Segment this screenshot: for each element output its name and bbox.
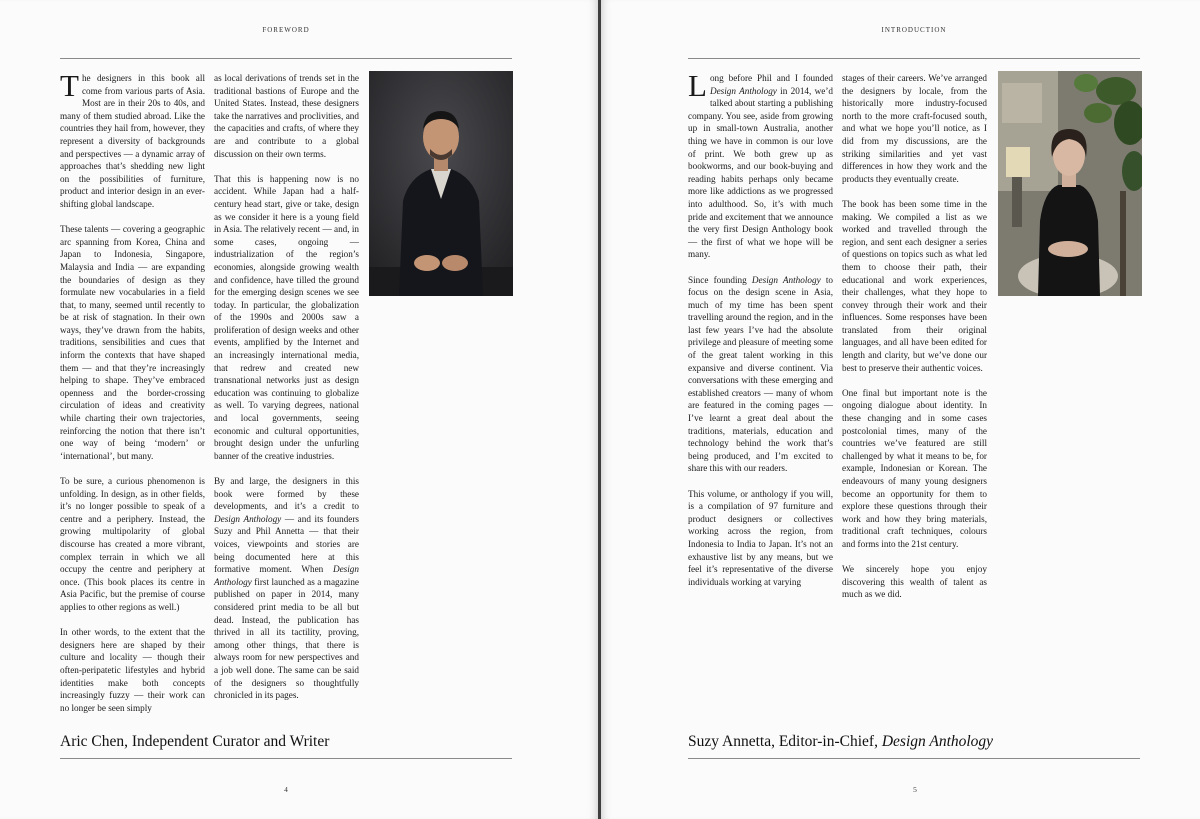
foreword-paragraph-5: as local derivations of trends set in the traditional bastions of Europe and the United States. Instead, these designers take the narratives and proclivities, and the capacities and crafts, of where they are and contribute to a global discussion on their own terms. — [214, 73, 359, 159]
paragraph-text: in 2014, we’d talked about starting a publishing company. You see, aside from growing up in small-town Australia, another thing we have in common is our love of print. We both grew up as bookworms, and our book-buying and reading habits perhaps only became more like addictions as we progressed into adulthood. So, it’s with much pride and excitement that we announce the very first Design Anthology book — the first of what we hope will be many. — [688, 85, 833, 260]
introduction-signature — [688, 733, 993, 751]
italic-title: Design Anthology — [214, 564, 359, 587]
portrait-photo-woman — [998, 71, 1142, 296]
foreword-column-2 — [214, 72, 359, 714]
foreword-paragraph-2: These talents — covering a geographic arc spanning from Korea, China and Japan to Indonesia, Singapore, Malaysia and India — are expanding the boundaries of design as they formulate new vocabularies in a field that, to many, seemed until recently to be at risk of stagnation. In their own ways, they’ve drawn from the habits, traditions, sensibilities and cues that inform the contexts that have shaped them — and that they’re increasingly helping to shape. They’ve embraced openness and the border-crossing circulation of ideas and creativity while charting their own trajectories, reinforcing the notion that there isn’t one way of being ‘modern’ or ‘international’, but many. — [60, 224, 205, 461]
introduction-paragraph-6: One final but important note is the ongoing dialogue about identity. In these changing and in some cases postcolonial times, many of the countries we’ve featured are still challenged by what it means to be, for example, Indonesian or Korean. The endeavours of many young designers become an opportunity for them to explore these questions through their work and how they bring materials, traditional craft techniques, colours and forms into the 21st century. — [842, 387, 987, 549]
introduction-column-2 — [842, 72, 987, 614]
foreword-paragraph-4: In other words, to the extent that the designers here are shaped by their culture and locality — though their often-peripatetic lifestyles and hybrid identities make both concepts increasingly fuzzy — their work can no longer be seen simply — [60, 627, 205, 713]
paragraph-text: to focus on the design scene in Asia, much of my time has been spent travelling around the region, and in the last few years I’ve had the absolute privilege and pleasure of meeting some of the great talent working in this expansive and diverse continent. Via conversations with these emerging and established creators — many of whom are featured in the coming pages — I’ve learnt a great deal about the traditions, materials, education and technology behind the work that’s being produced, and I’m excited to share this with our readers. — [688, 274, 833, 474]
italic-title: Design Anthology — [751, 274, 821, 285]
drop-cap: L — [688, 68, 707, 103]
page-number: 4 — [284, 785, 288, 794]
introduction-paragraph-3: This volume, or anthology if you will, is a compilation of 97 furniture and product designers or collectives working across the region, from Indonesia to India to Japan. It’s not an exhaustive list by any means, but we feel it’s representative of the diverse individuals working at varying — [688, 488, 833, 587]
signature-text: Suzy Annetta, Editor-in-Chief, — [688, 733, 882, 750]
introduction-paragraph-4: stages of their careers. We’ve arranged the designers by locale, from the historically more industry-focused north to the more craft-focused south, and what we hope you’ll notice, as I did from my discussions, are the striking similarities and yet vast differences in how they work and the products they eventually create. — [842, 73, 987, 184]
introduction-paragraph-2 — [688, 274, 833, 476]
left-page — [0, 0, 598, 819]
foreword-paragraph-1 — [60, 68, 205, 211]
paragraph-text: By and large, the designers in this book were formed by these developments, and it’s a credit to — [214, 476, 359, 512]
portrait-photo-man — [369, 71, 513, 296]
italic-title: Design Anthology — [881, 733, 994, 750]
page-number: 5 — [913, 785, 917, 794]
foreword-column-1 — [60, 68, 205, 727]
foreword-signature: Aric Chen, Independent Curator and Writer — [60, 733, 330, 750]
introduction-paragraph-1 — [688, 68, 833, 261]
introduction-paragraph-7: We sincerely hope you enjoy discovering this wealth of talent as much as we did. — [842, 564, 987, 600]
drop-cap: T — [60, 68, 79, 103]
paragraph-text: first launched as a magazine published on paper in 2014, many considered print media to be all but dead. Instead, the publication has thrived in all its tactility, proving, among other things, that there is always room for new perspectives and a job well done. The same can be said of the designers so thoughtfully chronicled in its pages. — [214, 576, 359, 701]
paragraph-text: ong before Phil and I founded — [709, 73, 833, 83]
foreword-paragraph-3: To be sure, a curious phenomenon is unfolding. In design, as in other fields, it’s no longer possible to speak of a centre and a periphery. Instead, the growing multipolarity of global discourse has created a more vibrant, complex terrain in which we all occupy the centre and periphery at once. (This book places its centre in Asia Pacific, but the premise of course applies to other regions as well.) — [60, 476, 205, 612]
foreword-paragraph-7 — [214, 475, 359, 702]
introduction-column-1 — [688, 68, 833, 601]
running-head-introduction: INTRODUCTION — [881, 26, 947, 34]
paragraph-text: Since founding — [688, 274, 752, 285]
introduction-paragraph-5: The book has been some time in the making. We compiled a list as we worked and travelled through the region, and sent each designer a series of questions on topics such as what led them to choose their path, their educational and work experiences, their challenges, what they hope to convey through their work and their influences. Some responses have been translated from their original languages, and all have been edited for length and clarity, but we’ve done our best to preserve their authentic voices. — [842, 198, 987, 373]
bottom-rule — [60, 758, 512, 759]
top-rule — [60, 58, 512, 59]
paragraph-text: he designers in this book all come from various parts of Asia. Most are in their 20s to 40s, and many of them studied abroad. Like the countries they hail from, however, they represent a diversity of backgrounds and perspectives — a dynamic array of approaches that’s shedding new light on the possibilities of furniture, product and interior design in an ever-shifting global landscape. — [60, 73, 205, 209]
italic-title: Design Anthology — [709, 85, 777, 96]
top-rule — [688, 58, 1140, 59]
running-head-foreword: FOREWORD — [262, 26, 310, 34]
italic-title: Design Anthology — [214, 513, 282, 524]
right-page — [601, 0, 1200, 819]
paragraph-text: — and its founders Suzy and Phil Annetta — that their voices, viewpoints and stories are being documented here at this formative moment. When — [214, 513, 359, 575]
foreword-paragraph-6: That this is happening now is no accident. While Japan had a half-century head start, give or take, design as we consider it here is a young field in Asia. The relatively recent — and, in some cases, ongoing — industrialization of the region’s economies, alongside growing wealth and confidence, have tilled the ground for the emerging design scenes we see today. In particular, the globalization of the 1990s and 2000s saw a proliferation of design weeks and other events, amplified by the Internet and an increasingly international media, that redrew and created new transnational networks just as design education was continuing to globalize as well. To varying degrees, national and local governments, seeing economic and cultural opportunities, brought design under the unfurling banner of the creative industries. — [214, 173, 359, 461]
bottom-rule — [688, 758, 1140, 759]
